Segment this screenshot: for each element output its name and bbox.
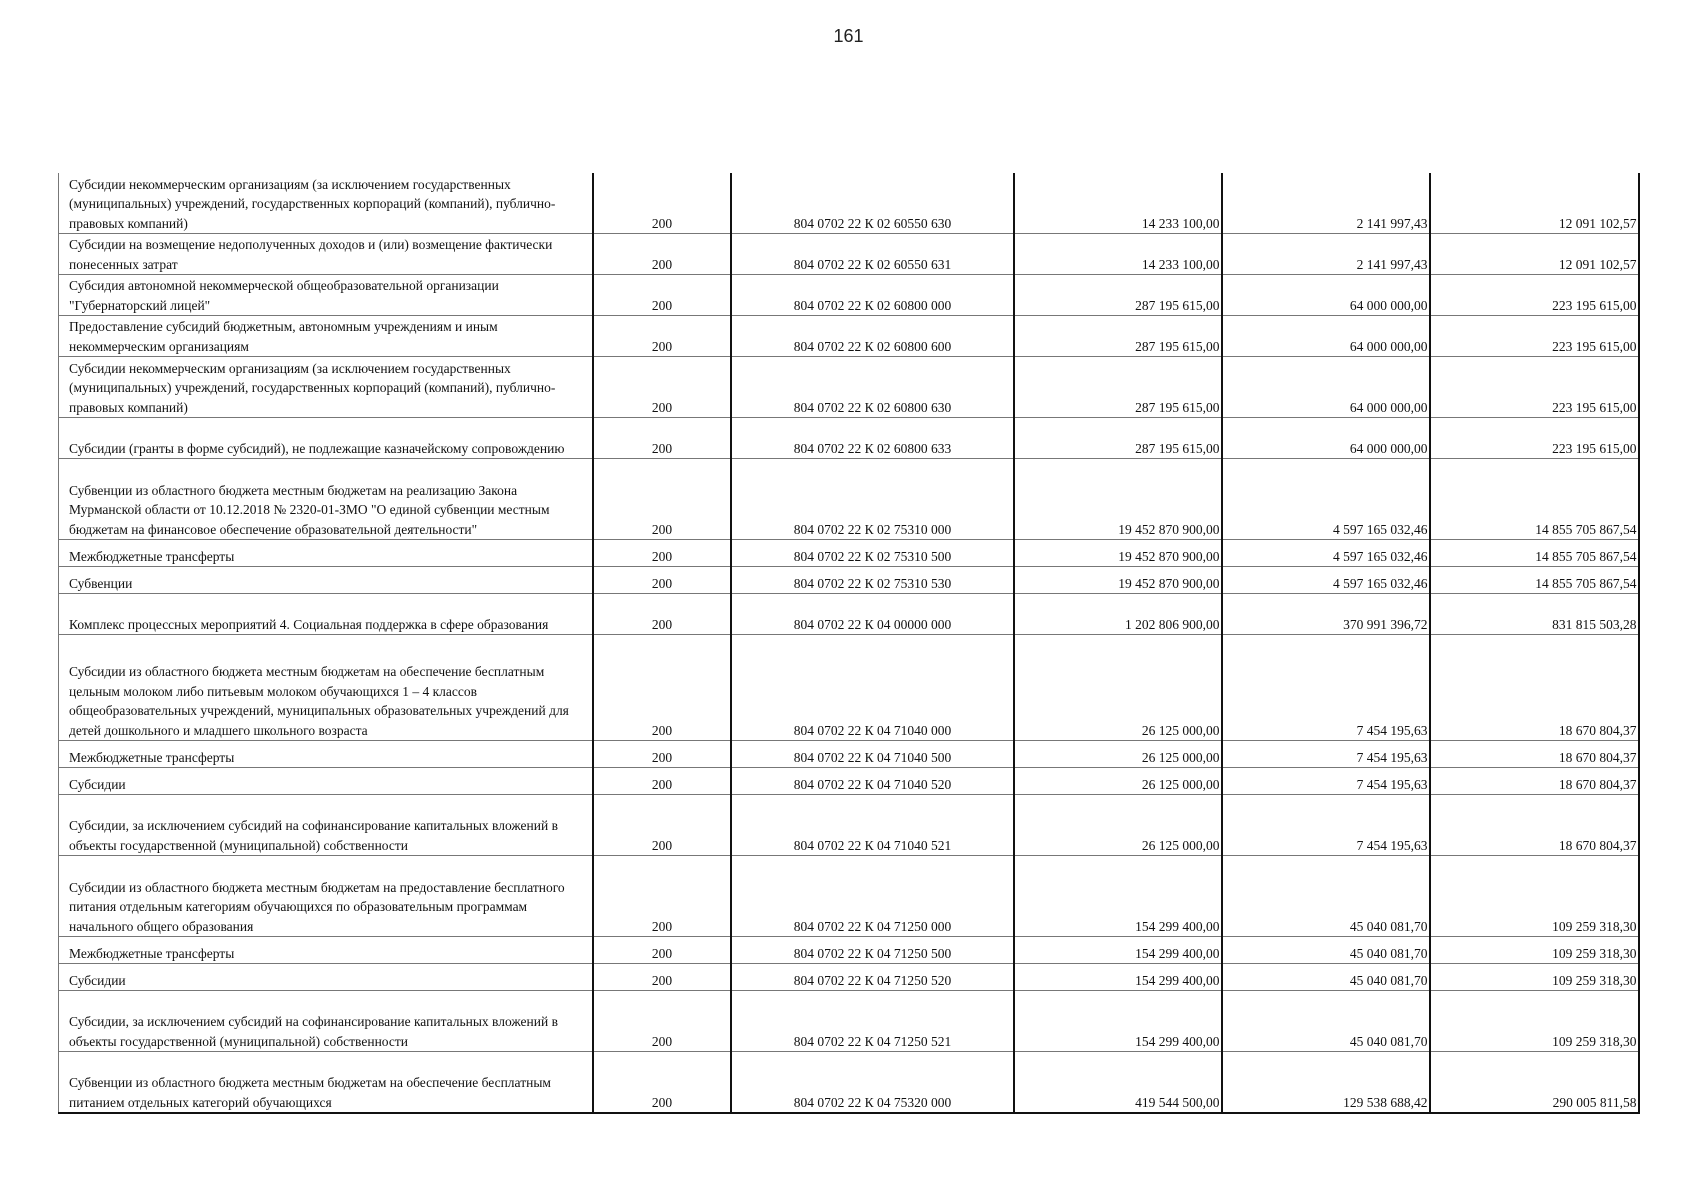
row-line-code: 200 [593, 173, 731, 234]
table-row [59, 1052, 1639, 1114]
row-line-code: 200 [593, 856, 731, 937]
row-remaining: 18 670 804,37 [1430, 795, 1639, 856]
row-classification: 804 0702 22 К 02 75310 530 [731, 567, 1014, 594]
row-classification: 804 0702 22 К 04 71040 520 [731, 768, 1014, 795]
row-name: Субвенции из областного бюджета местным бюджетам на реализацию Закона Мурманской области от 10.12.2018 № 2320-01-ЗМО "О единой субвенции местным бюджетам на финансовое обеспечение образовательной деятельности" [59, 459, 593, 540]
table-row [59, 567, 1639, 594]
row-name: Предоставление субсидий бюджетным, автономным учреждениям и иным некоммерческим организациям [59, 316, 593, 357]
row-classification: 804 0702 22 К 04 71250 520 [731, 964, 1014, 991]
row-approved: 1 202 806 900,00 [1014, 594, 1222, 635]
row-approved: 26 125 000,00 [1014, 795, 1222, 856]
row-line-code: 200 [593, 741, 731, 768]
table-row [59, 768, 1639, 795]
table-row [59, 173, 1639, 234]
row-name: Субсидии, за исключением субсидий на софинансирование капитальных вложений в объекты государственной (муниципальной) собственности [59, 991, 593, 1052]
row-name: Межбюджетные трансферты [59, 937, 593, 964]
row-executed: 45 040 081,70 [1222, 991, 1430, 1052]
row-classification: 804 0702 22 К 04 71250 521 [731, 991, 1014, 1052]
row-remaining: 14 855 705 867,54 [1430, 459, 1639, 540]
row-classification: 804 0702 22 К 02 60550 631 [731, 234, 1014, 275]
row-name: Субсидии некоммерческим организациям (за исключением государственных (муниципальных) учреждений, государственных корпораций (компаний), публично-правовых компаний) [59, 173, 593, 234]
row-name: Субвенции из областного бюджета местным бюджетам на обеспечение бесплатным питанием отдельных категорий обучающихся [59, 1052, 593, 1114]
row-executed: 7 454 195,63 [1222, 795, 1430, 856]
row-remaining: 109 259 318,30 [1430, 937, 1639, 964]
row-name: Субвенции [59, 567, 593, 594]
table-row [59, 316, 1639, 357]
row-executed: 129 538 688,42 [1222, 1052, 1430, 1114]
budget-execution-table [58, 173, 1640, 1114]
row-classification: 804 0702 22 К 04 71040 500 [731, 741, 1014, 768]
row-approved: 26 125 000,00 [1014, 635, 1222, 741]
row-approved: 19 452 870 900,00 [1014, 567, 1222, 594]
row-name: Субсидии на возмещение недополученных доходов и (или) возмещение фактически понесенных затрат [59, 234, 593, 275]
row-executed: 64 000 000,00 [1222, 418, 1430, 459]
row-approved: 26 125 000,00 [1014, 768, 1222, 795]
row-classification: 804 0702 22 К 04 71040 000 [731, 635, 1014, 741]
page-number: 161 [833, 26, 864, 46]
row-remaining: 223 195 615,00 [1430, 275, 1639, 316]
row-name: Межбюджетные трансферты [59, 540, 593, 567]
row-line-code: 200 [593, 964, 731, 991]
row-approved: 19 452 870 900,00 [1014, 540, 1222, 567]
row-executed: 2 141 997,43 [1222, 234, 1430, 275]
row-executed: 7 454 195,63 [1222, 635, 1430, 741]
row-approved: 154 299 400,00 [1014, 964, 1222, 991]
table-row [59, 856, 1639, 937]
row-line-code: 200 [593, 1052, 731, 1114]
row-remaining: 109 259 318,30 [1430, 964, 1639, 991]
row-remaining: 18 670 804,37 [1430, 635, 1639, 741]
row-executed: 64 000 000,00 [1222, 316, 1430, 357]
row-line-code: 200 [593, 418, 731, 459]
row-executed: 45 040 081,70 [1222, 937, 1430, 964]
row-executed: 7 454 195,63 [1222, 768, 1430, 795]
row-classification: 804 0702 22 К 02 75310 500 [731, 540, 1014, 567]
table-row [59, 540, 1639, 567]
row-remaining: 18 670 804,37 [1430, 741, 1639, 768]
row-approved: 287 195 615,00 [1014, 275, 1222, 316]
row-classification: 804 0702 22 К 04 00000 000 [731, 594, 1014, 635]
row-remaining: 14 855 705 867,54 [1430, 540, 1639, 567]
row-name: Межбюджетные трансферты [59, 741, 593, 768]
row-remaining: 223 195 615,00 [1430, 418, 1639, 459]
table-row [59, 795, 1639, 856]
row-executed: 4 597 165 032,46 [1222, 459, 1430, 540]
row-line-code: 200 [593, 357, 731, 418]
row-remaining: 831 815 503,28 [1430, 594, 1639, 635]
table-row [59, 594, 1639, 635]
row-executed: 64 000 000,00 [1222, 275, 1430, 316]
row-executed: 7 454 195,63 [1222, 741, 1430, 768]
row-classification: 804 0702 22 К 02 60550 630 [731, 173, 1014, 234]
table-row [59, 964, 1639, 991]
row-approved: 154 299 400,00 [1014, 937, 1222, 964]
row-line-code: 200 [593, 635, 731, 741]
row-approved: 154 299 400,00 [1014, 856, 1222, 937]
row-approved: 26 125 000,00 [1014, 741, 1222, 768]
row-line-code: 200 [593, 795, 731, 856]
row-remaining: 223 195 615,00 [1430, 357, 1639, 418]
row-remaining: 223 195 615,00 [1430, 316, 1639, 357]
row-executed: 45 040 081,70 [1222, 856, 1430, 937]
table-row [59, 635, 1639, 741]
row-executed: 4 597 165 032,46 [1222, 540, 1430, 567]
row-approved: 287 195 615,00 [1014, 418, 1222, 459]
row-executed: 64 000 000,00 [1222, 357, 1430, 418]
table-row [59, 418, 1639, 459]
row-line-code: 200 [593, 991, 731, 1052]
row-executed: 45 040 081,70 [1222, 964, 1430, 991]
row-name: Субсидия автономной некоммерческой общеобразовательной организации "Губернаторский лицей" [59, 275, 593, 316]
row-approved: 287 195 615,00 [1014, 316, 1222, 357]
row-remaining: 109 259 318,30 [1430, 991, 1639, 1052]
row-name: Субсидии (гранты в форме субсидий), не подлежащие казначейскому сопровождению [59, 418, 593, 459]
row-name: Субсидии из областного бюджета местным бюджетам на обеспечение бесплатным цельным молоком либо питьевым молоком обучающихся 1 – 4 классов общеобразовательных учреждений, муниципальных образовательных учреждений для детей дошкольного и младшего школьного возраста [59, 635, 593, 741]
row-remaining: 109 259 318,30 [1430, 856, 1639, 937]
row-line-code: 200 [593, 316, 731, 357]
table-row [59, 357, 1639, 418]
row-classification: 804 0702 22 К 02 60800 630 [731, 357, 1014, 418]
row-executed: 370 991 396,72 [1222, 594, 1430, 635]
row-approved: 287 195 615,00 [1014, 357, 1222, 418]
row-approved: 19 452 870 900,00 [1014, 459, 1222, 540]
row-name: Субсидии [59, 768, 593, 795]
row-approved: 14 233 100,00 [1014, 234, 1222, 275]
row-remaining: 290 005 811,58 [1430, 1052, 1639, 1114]
table-row [59, 459, 1639, 540]
row-remaining: 12 091 102,57 [1430, 234, 1639, 275]
row-classification: 804 0702 22 К 04 75320 000 [731, 1052, 1014, 1114]
row-name: Субсидии некоммерческим организациям (за исключением государственных (муниципальных) учреждений, государственных корпораций (компаний), публично-правовых компаний) [59, 357, 593, 418]
row-classification: 804 0702 22 К 04 71040 521 [731, 795, 1014, 856]
row-classification: 804 0702 22 К 04 71250 500 [731, 937, 1014, 964]
table-row [59, 937, 1639, 964]
row-classification: 804 0702 22 К 02 60800 600 [731, 316, 1014, 357]
row-approved: 14 233 100,00 [1014, 173, 1222, 234]
row-line-code: 200 [593, 459, 731, 540]
table-row [59, 991, 1639, 1052]
table-row [59, 741, 1639, 768]
row-classification: 804 0702 22 К 04 71250 000 [731, 856, 1014, 937]
row-approved: 154 299 400,00 [1014, 991, 1222, 1052]
row-line-code: 200 [593, 567, 731, 594]
row-name: Субсидии из областного бюджета местным бюджетам на предоставление бесплатного питания отдельным категориям обучающихся по образовательным программам начального общего образования [59, 856, 593, 937]
row-line-code: 200 [593, 594, 731, 635]
row-approved: 419 544 500,00 [1014, 1052, 1222, 1114]
row-remaining: 18 670 804,37 [1430, 768, 1639, 795]
row-line-code: 200 [593, 768, 731, 795]
row-name: Комплекс процессных мероприятий 4. Социальная поддержка в сфере образования [59, 594, 593, 635]
row-classification: 804 0702 22 К 02 75310 000 [731, 459, 1014, 540]
row-line-code: 200 [593, 275, 731, 316]
row-line-code: 200 [593, 540, 731, 567]
table-row [59, 275, 1639, 316]
row-remaining: 12 091 102,57 [1430, 173, 1639, 234]
row-executed: 4 597 165 032,46 [1222, 567, 1430, 594]
row-remaining: 14 855 705 867,54 [1430, 567, 1639, 594]
row-classification: 804 0702 22 К 02 60800 000 [731, 275, 1014, 316]
row-line-code: 200 [593, 937, 731, 964]
row-classification: 804 0702 22 К 02 60800 633 [731, 418, 1014, 459]
table-row [59, 234, 1639, 275]
row-executed: 2 141 997,43 [1222, 173, 1430, 234]
row-line-code: 200 [593, 234, 731, 275]
row-name: Субсидии [59, 964, 593, 991]
row-name: Субсидии, за исключением субсидий на софинансирование капитальных вложений в объекты государственной (муниципальной) собственности [59, 795, 593, 856]
